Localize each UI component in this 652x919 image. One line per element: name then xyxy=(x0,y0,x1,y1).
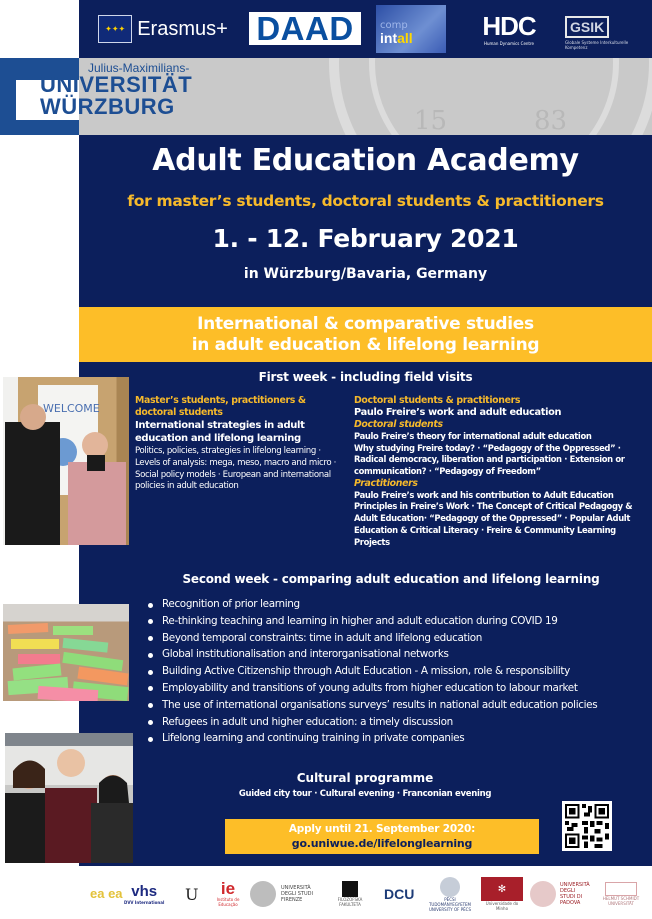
firenze-seal-icon xyxy=(250,881,276,907)
comp-intall-main-text xyxy=(380,31,413,45)
week2-heading: Second week - comparing adult education and lifelong learning xyxy=(182,572,600,586)
filozofska-logo xyxy=(335,874,365,914)
hdc-logo-subtext: Human Dynamics Centre xyxy=(483,41,535,46)
hsu-mark-icon xyxy=(605,882,637,896)
firenze-logo xyxy=(250,874,317,914)
eaea-logo-text: ea ea xyxy=(90,886,123,901)
week2-topic: Building Active Citizenship through Adult Education - A mission, role & responsibility xyxy=(148,663,648,680)
dcu-logo-text: DCU xyxy=(384,886,415,902)
university-prefix: Julius-Maximilians- xyxy=(88,61,190,75)
u-lisboa-logo xyxy=(185,874,198,914)
gsik-logo xyxy=(559,5,639,53)
participants-illustration xyxy=(5,733,133,863)
university-name xyxy=(40,74,192,118)
practitioners-body: Principles in Freire’s Work · The Concept of Critical Pedagogy & Adult Education· “Pedagogy of the Oppressed” · Popular Adult Education & Critical Literacy · Freire & Community Learning Projects xyxy=(354,501,633,547)
u-lisboa-logo-text: U xyxy=(185,884,199,904)
practitioners-label: Practitioners xyxy=(354,477,418,489)
practitioners-heading: Paulo Freire’s work and his contribution to Adult Education xyxy=(354,489,614,500)
pecs-logo xyxy=(428,874,472,914)
erasmus-logo xyxy=(88,13,238,45)
university-name-line2: WÜRZBURG xyxy=(40,94,175,119)
apply-deadline: Apply until 21. September 2020: xyxy=(288,823,476,835)
week1-left-audience: Master’s students, practitioners & doctoral students xyxy=(135,395,306,418)
event-dates: 1. - 12. February 2021 xyxy=(212,224,519,253)
university-name-line1: UNIVERSITÄT xyxy=(40,72,193,97)
pecs-seal-icon xyxy=(440,877,460,897)
topic-banner-line1: International & comparative studies xyxy=(197,314,534,334)
hdc-logo-text: HDC xyxy=(482,11,536,41)
comp-intall-a: int xyxy=(380,29,398,46)
week1-right-audience: Doctoral students & practitioners xyxy=(354,395,521,406)
event-location: in Würzburg/Bavaria, Germany xyxy=(243,266,488,282)
week2-topic: Global institutionalisation and interorganisational networks xyxy=(148,646,648,663)
gsik-logo-subtext: Globale Systeme Interkulturelle Kompetenz xyxy=(565,40,629,50)
seal-inner-ring xyxy=(369,58,619,135)
week1-left-column xyxy=(135,395,345,493)
week1-left-heading: International strategies in adult education and lifelong learning xyxy=(135,420,305,444)
minho-logo-text: Universidade do Minho xyxy=(485,901,519,911)
minho-mark-icon: ✻ xyxy=(481,877,523,901)
participants-photo xyxy=(5,733,133,863)
week2-topic: The use of international organisations surveys’ results in national adult education policies xyxy=(148,697,648,714)
topic-banner-line2: in adult education & lifelong learning xyxy=(191,335,540,355)
pecs-logo-text: PÉCSI TUDOMÁNYEGYETEM UNIVERSITY OF PÉCS xyxy=(428,896,472,912)
page-title: Adult Education Academy xyxy=(152,143,579,178)
firenze-logo-text: UNIVERSITÀ DEGLI STUDI FIRENZE xyxy=(281,885,313,903)
week2-topic: Beyond temporal constraints: time in adult and lifelong education xyxy=(148,630,648,647)
minho-logo xyxy=(480,874,524,914)
padova-logo xyxy=(530,874,590,914)
comp-intall-top-text: comp xyxy=(380,19,408,31)
vhs-logo xyxy=(124,874,164,914)
cultural-programme-heading: Cultural programme xyxy=(296,771,434,785)
apply-box xyxy=(225,819,539,854)
ie-logo-text: ie xyxy=(220,879,236,898)
week2-topic: Re-thinking teaching and learning in higher and adult education during COVID 19 xyxy=(148,613,648,630)
ie-logo xyxy=(213,874,243,914)
cultural-programme-items: Guided city tour · Cultural evening · Franconian evening xyxy=(238,789,492,799)
week2-topic: Refugees in adult und higher education: a timely discussion xyxy=(148,714,648,731)
apply-link[interactable]: go.uniwue.de/lifelonglearning xyxy=(291,837,473,850)
doctoral-body: Why studying Freire today? · “Pedagogy of the Oppressed” · Radical democracy, liberation and participation · Extension or communication? · “Pedagogy of Freedom” xyxy=(354,442,625,477)
similarities-cards-photo xyxy=(3,604,129,701)
week1-left-body: Politics, policies, strategies in lifelong learning · Levels of analysis: mega, meso, macro and micro · Social policy models · European and international policies in adult education xyxy=(135,446,337,492)
week1-right-column xyxy=(354,395,650,549)
week2-topic: Employability and transitions of young adults from higher education to labour market xyxy=(148,680,648,697)
week1-heading: First week - including field visits xyxy=(258,370,473,384)
week2-topic: Recognition of prior learning xyxy=(148,596,648,613)
filozofska-mark-icon xyxy=(342,881,358,897)
hsu-logo xyxy=(598,874,644,914)
vhs-logo-text: vhs xyxy=(131,882,158,900)
doctoral-students-label: Doctoral students xyxy=(354,419,443,431)
eu-flag-icon: ✦✦✦ xyxy=(98,15,132,43)
welcome-photo-illustration xyxy=(3,377,129,545)
daad-logo: DAAD xyxy=(249,12,361,45)
seal-digits-left: 15 xyxy=(414,106,448,135)
cards-illustration xyxy=(3,604,129,701)
comp-intall-b: all xyxy=(397,29,413,46)
week2-topic: Lifelong learning and continuing training in private companies xyxy=(148,730,648,747)
seal-digits-right: 83 xyxy=(534,106,568,135)
ie-logo-subtext: Instituto de Educação xyxy=(216,897,240,907)
padova-seal-icon xyxy=(530,881,556,907)
audience-subtitle: for master’s students, doctoral students & practitioners xyxy=(127,192,604,210)
padova-logo-text: UNIVERSITÀ DEGLI STUDI DI PADOVA xyxy=(560,882,590,906)
filozofska-logo-text: FILOZOFSKA FAKULTETA xyxy=(337,897,363,907)
qr-code[interactable] xyxy=(562,801,612,851)
erasmus-logo-text: Erasmus+ xyxy=(137,17,228,40)
partner-logos-strip xyxy=(0,866,652,919)
doctoral-heading: Paulo Freire’s theory for international adult education xyxy=(354,430,592,441)
week2-topic-list xyxy=(148,596,648,747)
hdc-logo xyxy=(477,5,541,53)
sponsor-logo-band xyxy=(79,0,652,58)
topic-banner xyxy=(79,307,652,362)
eaea-logo xyxy=(90,874,123,914)
vhs-logo-subtext: DVV International xyxy=(124,899,165,905)
qr-code-icon xyxy=(565,804,609,848)
gsik-logo-text: GSIK xyxy=(565,16,609,38)
welcome-photo xyxy=(3,377,129,545)
svg-text:WELCOME: WELCOME xyxy=(43,402,100,415)
hsu-logo-text: HELMUT SCHMIDT UNIVERSITÄT xyxy=(602,896,640,906)
week1-right-heading: Paulo Freire’s work and adult education xyxy=(354,406,562,418)
comp-intall-logo xyxy=(376,5,446,53)
dcu-logo xyxy=(384,874,414,914)
